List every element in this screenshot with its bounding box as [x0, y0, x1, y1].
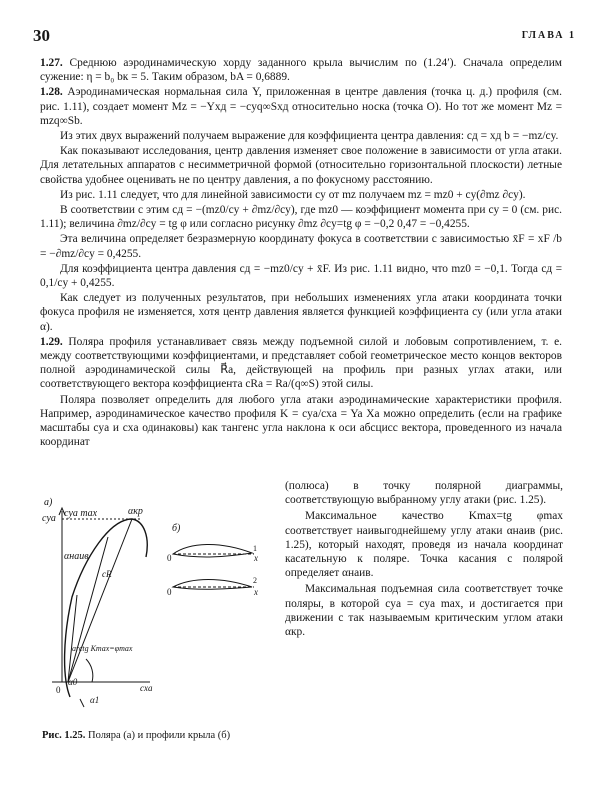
figure-1-25 [40, 497, 280, 797]
paragraph: Максимальная подъемная сила соответствует точке поляры, в которой cya = cya max, и достигается при движении с так называемым критическим углом атаки αкр. [285, 583, 563, 639]
profile-2 [173, 580, 252, 590]
paragraph: В соответствии с этим cд = −(mz0/cy + ∂mz/∂cy), где mz0 — коэффициент момента при cy = 0 (см. рис. 1.11); величина ∂mz/∂cy = tg φ или согласно рисунку ∂mz ∂cy=tg φ = −0,2 0,47 = −0,4255. [40, 204, 562, 231]
profile-2-zero: 0 [167, 587, 172, 597]
paragraph-text: Аэродинамическая нормальная сила Y, приложенная в центре давления (точка ц. д.) профиля (см. рис. 1.11), создает момент Mz = −Yxд = −cyq∞Sxд относительно носка (точка O). Но тот же момент Mz = mzq∞Sb. [40, 86, 562, 127]
paragraph-1-27 [40, 56, 562, 84]
alpha0-label: α0 [68, 677, 78, 687]
origin-label: 0 [56, 685, 61, 695]
profile-2-x: x [254, 587, 258, 597]
figure-caption [42, 730, 230, 741]
label-b: б) [172, 523, 181, 534]
paragraph: Из этих двух выражений получаем выражение для коэффициента центра давления: cд = xд b = −mz/cy. [60, 130, 559, 143]
side-text [285, 479, 563, 641]
caption-number: Рис. 1.25. [42, 730, 86, 741]
cr-label: cR [102, 569, 112, 579]
main-text [40, 56, 562, 450]
paragraph: Как показывают исследования, центр давления изменяет свое положение в зависимости от угла атаки. Для летательных аппаратов с несимметричной формой (относительно горизонтальной плоскости) летные свойства удобнее оценивать не по центру давления, а по фокусному расстоянию. [40, 145, 562, 186]
profile-1-number: 1 [253, 544, 257, 553]
y-axis-label: cya [42, 513, 56, 524]
tangent-label: arctg Kmax=φmax [72, 644, 133, 653]
paragraph: Для коэффициента центра давления cд = −mz0/cy + x̄F. Из рис. 1.11 видно, что mz0 = −0,1. Тогда cд = 0,1/cy + 0,4255. [40, 262, 562, 290]
alpha-kr-label: αкр [128, 506, 143, 517]
paragraph-1-29 [40, 335, 562, 392]
label-a: а) [44, 497, 53, 508]
chapter-header: ГЛАВА 1 [521, 30, 576, 41]
phi-arc [86, 659, 93, 682]
problem-number: 1.29. [40, 335, 63, 348]
paragraph: Эта величина определяет безразмерную координату фокуса в соответствии с зависимостью x̄F = xF /b = −∂mz/∂cy = 0,4255. [40, 233, 562, 260]
paragraph-text: Среднюю аэродинамическую хорду заданного крыла вычислим по (1.24′). Сначала определим сужение: η = b₀ bк = 5. Таким образом, bA = 0,6889. [40, 57, 563, 84]
alpha-naiv-label: αнаив [64, 551, 89, 562]
profile-1-x: x [254, 553, 258, 563]
page-number: 30 [33, 26, 50, 45]
cr-vector [68, 519, 132, 682]
cy-max-label: cya max [64, 508, 98, 519]
profile-1 [173, 544, 252, 556]
paragraph: Поляра позволяет определить для любого угла атаки аэродинамические характеристики профиля. Например, аэродинамическое качество профиля K = cya/cxa = Ya Xa можно определить (если на графике масштабы cya и cxa одинаковы) как тангенс угла наклона к оси абсцисс вектора, проведенного из начала координат [40, 393, 562, 449]
alpha1-tick [80, 699, 84, 707]
profile-1-zero: 0 [167, 553, 172, 563]
caption-text: Поляра (а) и профили крыла (б) [88, 730, 231, 741]
paragraph-1-28 [40, 85, 562, 128]
paragraph: Как следует из полученных результатов, при небольших изменениях угла атаки координата точки фокуса профиля не изменяется, хотя центр давления является функцией коэффициента cy (или угла атаки α). [40, 292, 562, 333]
x-axis-label: cxa [140, 683, 153, 693]
problem-number: 1.27. [40, 57, 63, 69]
alpha1-label: α1 [90, 695, 100, 705]
problem-number: 1.28. [40, 86, 63, 99]
paragraph: Максимальное качество Kmax=tg φmax соответствует наивыгоднейшему углу атаки αнаив (рис. 1.25), который находят, проведя из начала координат касательную к поляре. Точка касания с полярой определяет αнаив. [285, 510, 563, 580]
paragraph: Из рис. 1.11 следует, что для линейной зависимости cy от mz получаем mz = mz0 + cy(∂mz ∂cy). [60, 188, 526, 201]
profile-2-number: 2 [253, 576, 257, 585]
paragraph: (полюса) в точку полярной диаграммы, соответствующую выбранному углу атаки (рис. 1.25). [285, 480, 563, 507]
paragraph-text: Поляра профиля устанавливает связь между подъемной силой и лобовым сопротивлением, т. е. между соответствующими коэффициентами, и представляет собой геометрическое место концов векторов полной аэродинамической силы R⃗a, действующей на профиль при разных углах атаки, или соответствующего вектора коэффициента cRa = Ra/(q∞S) этой силы. [40, 335, 562, 391]
